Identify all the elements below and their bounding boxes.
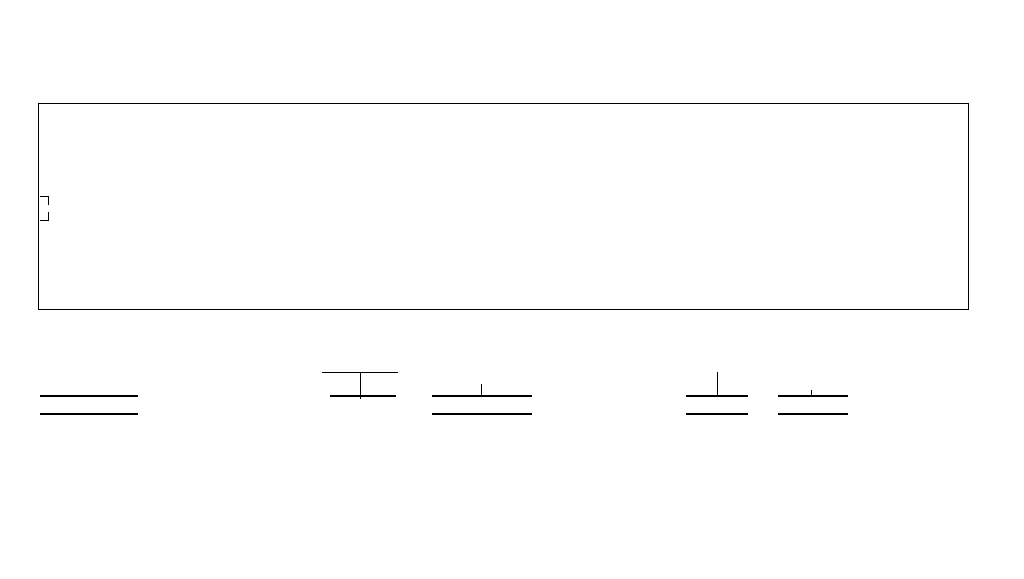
alarm-on-box [686,395,748,397]
alarm-time-set-tick [481,384,482,395]
alarm-set-box [432,413,532,415]
time-set-box [432,395,532,397]
notch-mark-top [40,196,49,205]
date-display-box [778,413,848,415]
time-display-box [778,395,848,397]
vss-voltage-box [40,413,138,415]
set-level-box [330,395,396,397]
vdd-voltage-box [40,395,138,397]
alarm-off-box [686,413,748,415]
notch-mark-bottom [40,212,49,221]
ic-package-outline [38,103,969,310]
alarm-onoff-tick [717,372,718,395]
